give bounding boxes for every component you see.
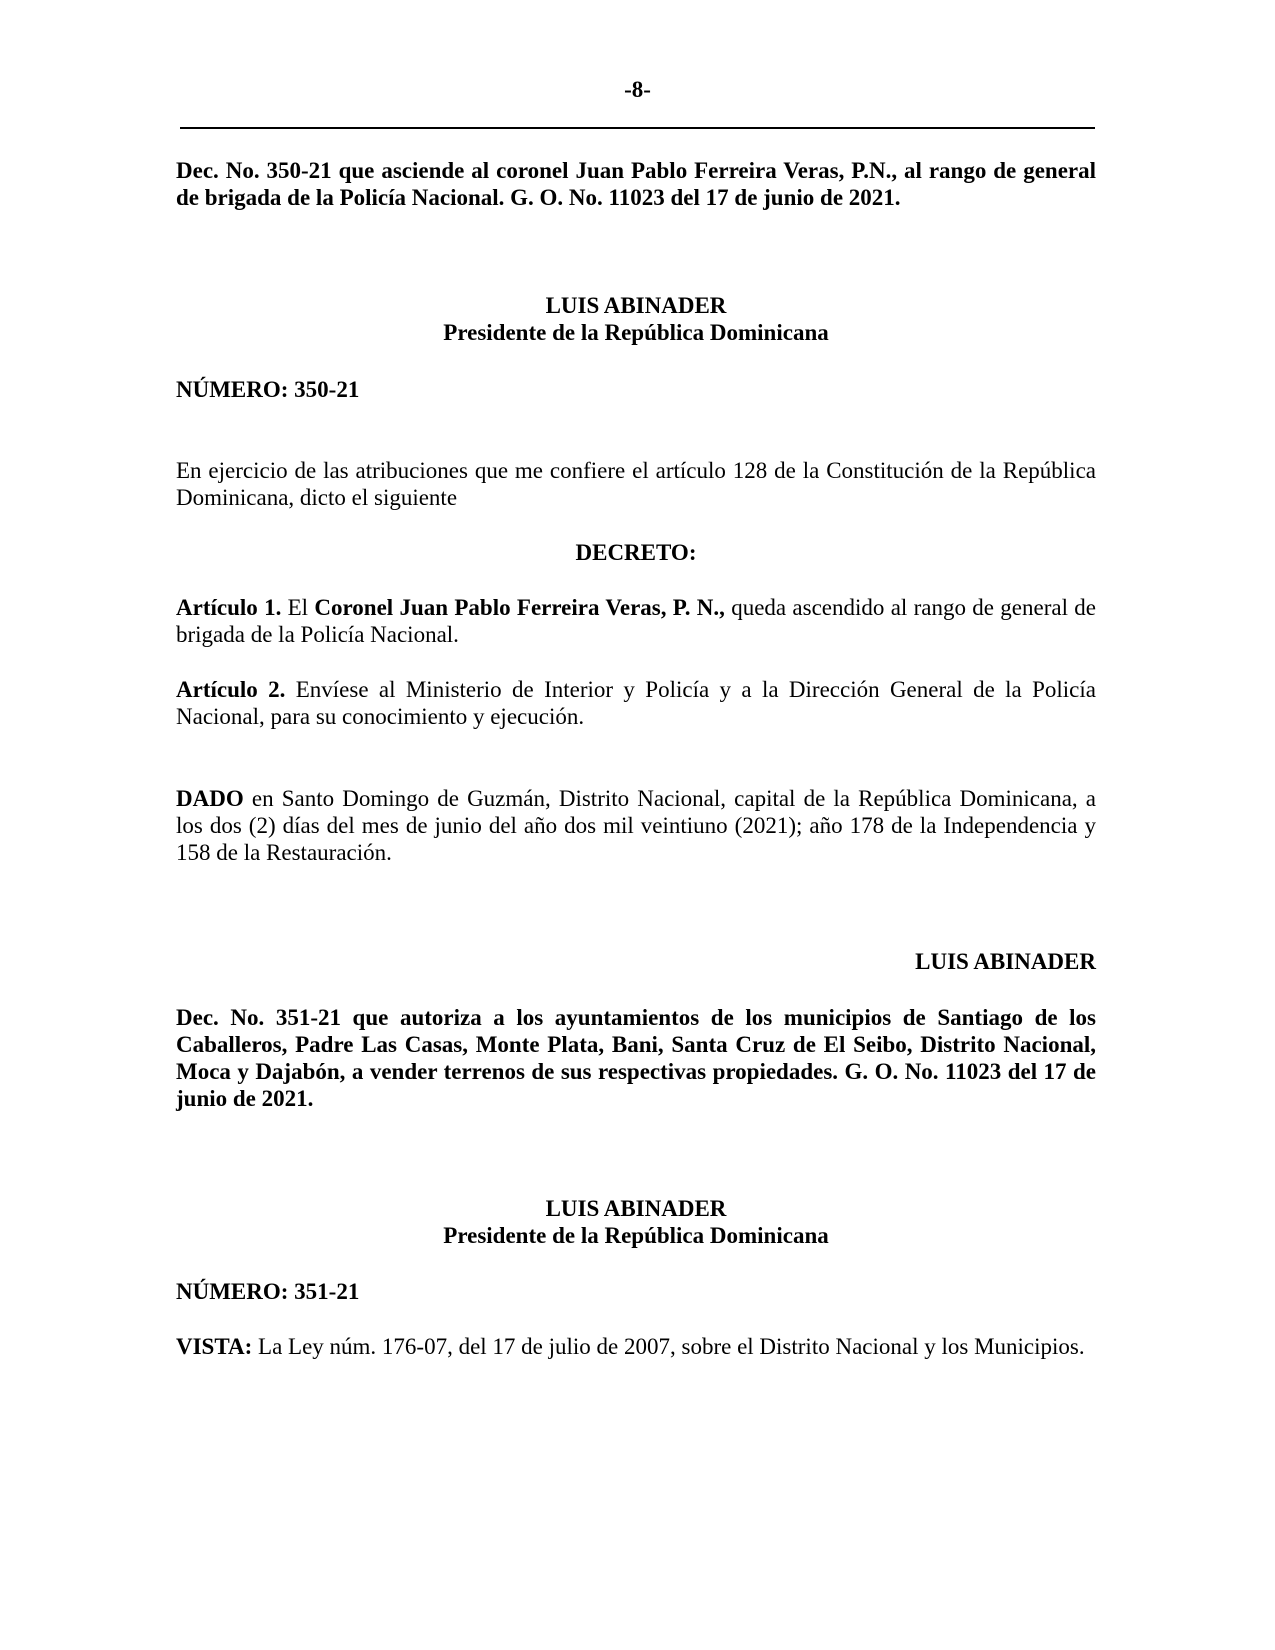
decree-351-summary [176, 1004, 1096, 1112]
president-title: Presidente de la República Dominicana [443, 320, 829, 345]
decree-number: NÚMERO: 351-21 [176, 1279, 360, 1304]
president-name: LUIS ABINADER [545, 293, 727, 318]
decree-351-number [176, 1278, 1096, 1305]
given-text [176, 785, 1096, 866]
vista-text [176, 1333, 1096, 1360]
vista-label: VISTA: [176, 1334, 253, 1359]
article-1-bold-name: Coronel Juan Pablo Ferreira Veras, P. N., [314, 595, 725, 620]
decree-summary-text: Dec. No. 350-21 que asciende al coronel Juan Pablo Ferreira Veras, P.N., al rango de general de brigada de la Policía Nacional. G. O. No. 11023 del 17 de junio de 2021. [176, 158, 1096, 210]
decree-350-signature [176, 948, 1096, 975]
article-2-label: Artículo 2. [176, 677, 286, 702]
given-clause [176, 785, 1096, 866]
vista-body: La Ley núm. 176-07, del 17 de julio de 2007, sobre el Distrito Nacional y los Municipios. [252, 1334, 1085, 1359]
article-1 [176, 594, 1096, 648]
given-body: en Santo Domingo de Guzmán, Distrito Nacional, capital de la República Dominicana, a los dos (2) días del mes de junio del año dos mil veintiuno (2021); año 178 de la Independencia y 158 de la Restauración. [176, 786, 1096, 865]
article-1-text-b: queda ascendido al rango de general de brigada de la Policía Nacional. [176, 595, 1096, 647]
decree-350-summary [176, 157, 1096, 211]
decree-350-header [176, 292, 1096, 346]
article-1-text-a: El [281, 595, 315, 620]
decree-heading: DECRETO: [575, 540, 697, 565]
article-2 [176, 676, 1096, 730]
article-2-body: Envíese al Ministerio de Interior y Policía y a la Dirección General de la Policía Nacional, para su conocimiento y ejecución. [176, 677, 1096, 729]
decree-number: NÚMERO: 350-21 [176, 377, 360, 402]
decree-350-number [176, 376, 1096, 403]
article-1-label: Artículo 1. [176, 595, 282, 620]
decree-351-header [176, 1195, 1096, 1249]
decree-summary-text: Dec. No. 351-21 que autoriza a los ayuntamientos de los municipios de Santiago de los Caballeros, Padre Las Casas, Monte Plata, Bani, Santa Cruz de El Seibo, Distrito Nacional, Moca y Dajabón, a vender terrenos de sus respectivas propiedades. G. O. No. 11023 del 17 de junio de 2021. [176, 1005, 1096, 1111]
president-name: LUIS ABINADER [545, 1196, 727, 1221]
article-1-text [176, 594, 1096, 648]
president-title: Presidente de la República Dominicana [443, 1223, 829, 1248]
given-label: DADO [176, 786, 244, 811]
decree-350-preamble [176, 457, 1096, 511]
article-2-text [176, 676, 1096, 730]
page-number: -8- [624, 77, 651, 102]
decree-350-heading [176, 539, 1096, 566]
signature-name: LUIS ABINADER [915, 949, 1096, 974]
vista-clause [176, 1333, 1096, 1360]
preamble-text: En ejercicio de las atribuciones que me confiere el artículo 128 de la Constitución de la República Dominicana, dicto el siguiente [176, 458, 1096, 510]
header-rule [180, 127, 1095, 129]
